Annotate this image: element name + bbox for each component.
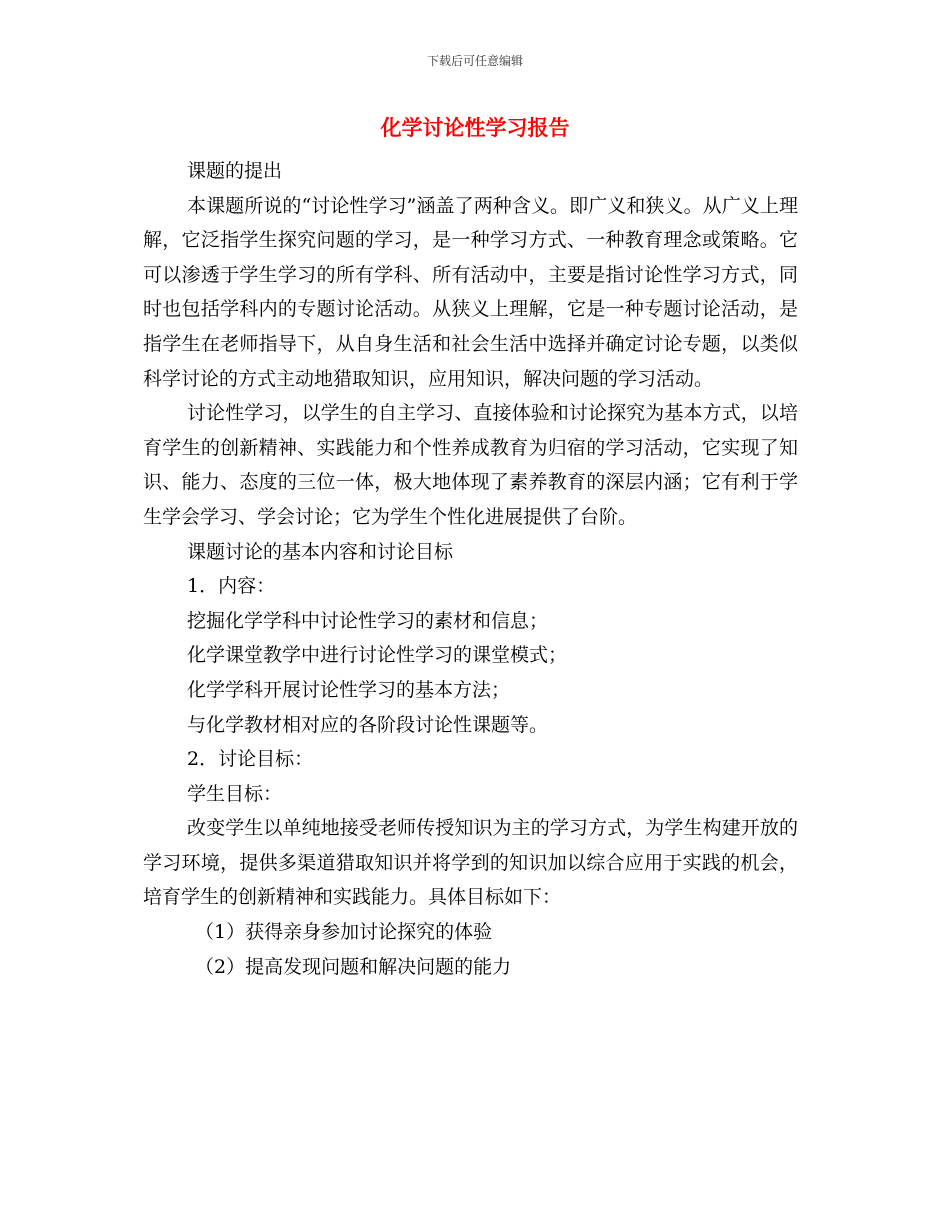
list-item-content-2: 化学课堂教学中进行讨论性学习的课堂模式； (187, 644, 568, 667)
paragraph-definition: 本课题所说的“讨论性学习”涵盖了两种含义。即广义和狭义。从广义上理解，它泛指学生探究问题的学习，是一种学习方式、一种教育理念或策略。它可以渗透于学生学习的所有学科、所有活动中，主要是指讨论性学习方式，同时也包括学科内的专题讨论活动。从狭义上理解，它是一种专题讨论活动，是指学生在老师指导下，从自身生活和社会生活中选择并确定讨论专题，以类似科学讨论的方式主动地猎取知识，应用知识，解决问题的学习活动。 (143, 194, 798, 390)
heading-content: 1．内容： (187, 575, 276, 598)
paragraph-overview: 讨论性学习，以学生的自主学习、直接体验和讨论探究为基本方式，以培育学生的创新精神、实践能力和个性养成教育为归宿的学习活动，它实现了知识、能力、态度的三位一体，极大地体现了素养教育的深层内涵；它有利于学生学会学习、学会讨论；它为学生个性化进展提供了台阶。 (143, 402, 798, 528)
list-item-content-4: 与化学教材相对应的各阶段讨论性课题等。 (187, 713, 549, 736)
page-header: 下载后可任意编辑 (426, 54, 523, 68)
heading-goals: 2．讨论目标： (187, 748, 314, 771)
document-title: 化学讨论性学习报告 (380, 116, 570, 140)
list-item-content-1: 挖掘化学学科中讨论性学习的素材和信息； (187, 609, 549, 632)
list-item-goal-1: （1）获得亲身参加讨论探究的体验 (195, 921, 493, 944)
document-body (143, 154, 798, 984)
heading-content-goals: 课题讨论的基本内容和讨论目标 (187, 540, 454, 563)
paragraph-student-goals: 改变学生以单纯地接受老师传授知识为主的学习方式，为学生构建开放的学习环境，提供多渠道猎取知识并将学到的知识加以综合应用于实践的机会，培育学生的创新精神和实践能力。具体目标如下： (143, 817, 798, 909)
list-item-goal-2: （2）提高发现问题和解决问题的能力 (195, 955, 512, 978)
heading-topic-origin: 课题的提出 (187, 160, 283, 182)
heading-student-goals: 学生目标： (187, 782, 283, 805)
list-item-content-3: 化学学科开展讨论性学习的基本方法； (187, 678, 511, 701)
